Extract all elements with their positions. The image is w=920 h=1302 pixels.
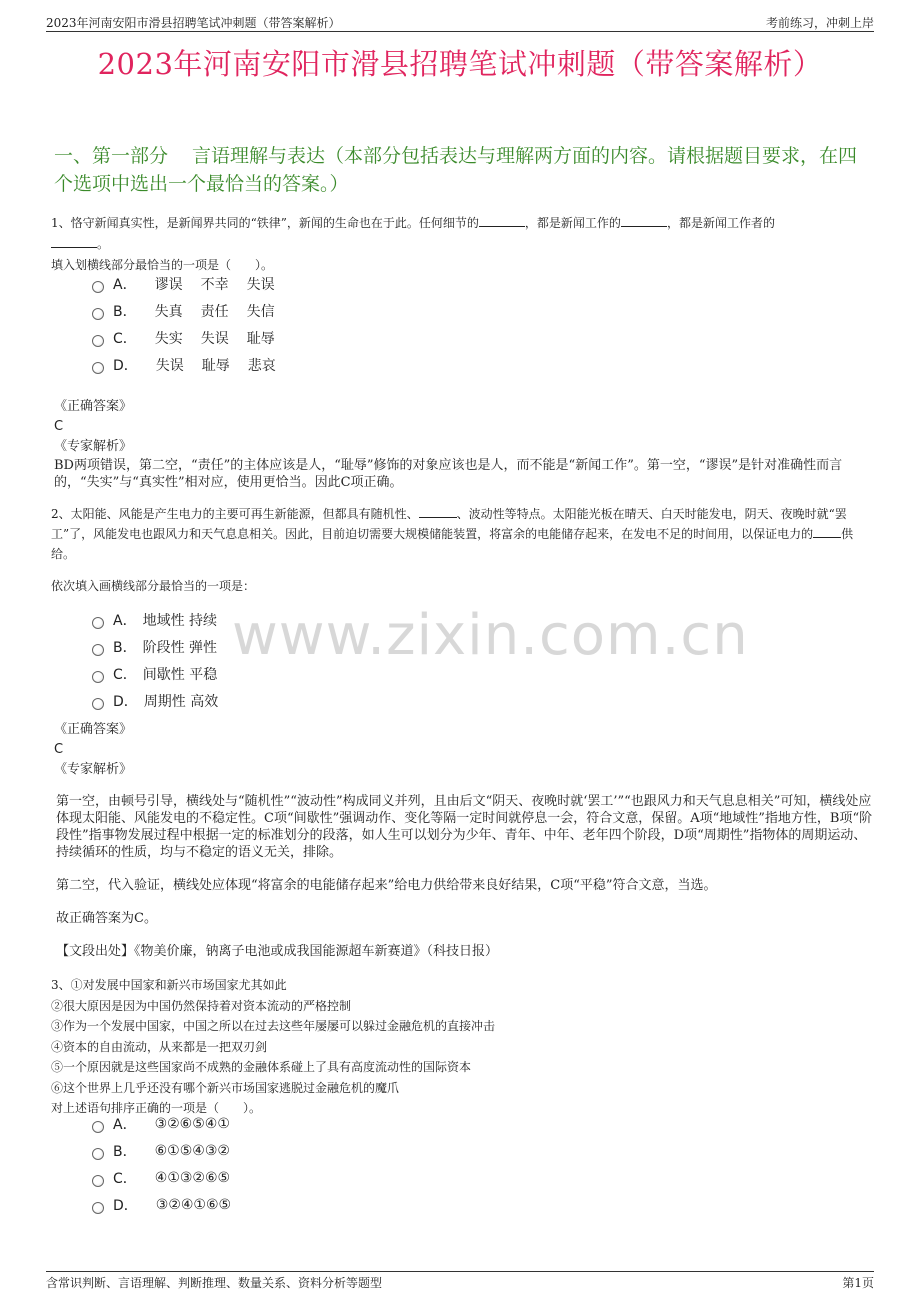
question-2-prompt: 依次填入画横线部分最恰当的一项是：: [51, 579, 256, 593]
radio-icon[interactable]: [92, 1175, 104, 1187]
q2-option-c[interactable]: [92, 663, 217, 685]
option-word: 间歇性 平稳: [142, 667, 218, 683]
q1-option-d[interactable]: [92, 354, 294, 376]
option-word: 周期性 高效: [143, 694, 219, 710]
question-3-prompt: 对上述语句排序正确的一项是（ ）。: [51, 1101, 262, 1115]
analysis-paragraph-3: 故正确答案为C。: [56, 911, 157, 926]
option-word: ⑥①⑤④③②: [154, 1143, 230, 1159]
option-word: 不幸: [200, 277, 229, 293]
question-1-prompt: 填入划横线部分最恰当的一项是（ ）。: [51, 258, 274, 272]
question-3-stem: [51, 975, 870, 1119]
q2-option-d[interactable]: [92, 690, 218, 712]
option-word: 失真: [154, 304, 183, 320]
watermark: www.zixin.com.cn: [232, 603, 749, 668]
option-word: ③②⑥⑤④①: [154, 1116, 230, 1132]
blank: [419, 504, 457, 518]
analysis-paragraph-2: 第二空，代入验证，横线处应体现“将富余的电能储存起来”给电力供给带来良好结果，C项“平稳”符合文意，当选。: [56, 878, 717, 893]
radio-icon[interactable]: [92, 698, 104, 710]
option-letter: A．: [113, 277, 137, 293]
analysis-label: 《专家解析》: [54, 439, 133, 454]
option-word: 阶段性 弹性: [142, 640, 218, 656]
q3-option-b[interactable]: [92, 1140, 230, 1162]
analysis-paragraph-1: 第一空，由顿号引导，横线处与“随机性”“波动性”构成同义并列，且由后文“阴天、夜晚时就‘罢工’”“也跟风力和天气息息相关”可知，横线处应体现太阳能、风能发电的不稳定性。C项“间歇性”强调动作、变化等隔一定时间就停息一会，符合文意，保留。A项“地域性”指地方性，B项“阶段性”指事物发展过程中根据一定的标准划分的段落，如人生可以划分为少年、青年、中年、老年四个阶段，D项“周期性”指物体的周期运动、持续循环的性质，均与不稳定的语义无关，排除。: [56, 794, 873, 860]
option-word: ③②④①⑥⑤: [155, 1197, 232, 1213]
page-title: 2023年河南安阳市滑县招聘笔试冲刺题（带答案解析）: [97, 47, 823, 81]
option-letter: B．: [113, 1144, 137, 1160]
sentence-line: ⑤一个原因就是这些国家尚不成熟的金融体系碰上了具有高度流动性的国际资本: [51, 1060, 472, 1074]
q1-option-c[interactable]: [92, 327, 293, 349]
option-word: 耻辱: [201, 358, 230, 374]
question-2-stem: [51, 504, 870, 564]
q3-option-a[interactable]: [92, 1113, 230, 1135]
option-word: 失误: [246, 277, 275, 293]
radio-icon[interactable]: [92, 1148, 104, 1160]
option-letter: D．: [113, 694, 138, 710]
option-letter: D．: [113, 358, 138, 374]
analysis-label: 《专家解析》: [54, 762, 133, 777]
header-title: 2023年河南安阳市滑县招聘笔试冲刺题（带答案解析）: [46, 16, 341, 30]
radio-icon[interactable]: [92, 281, 104, 293]
question-1-text-a: 1、恪守新闻真实性，是新闻界共同的“铁律”，新闻的生命也在于此。任何细节的: [51, 216, 479, 230]
answer-value: C: [54, 742, 64, 757]
q3-option-c[interactable]: [92, 1167, 230, 1189]
answer-value: C: [54, 419, 64, 434]
radio-icon[interactable]: [92, 644, 104, 656]
question-2-text-b: 、波动性等特点。太阳能光板在晴天、白天时能发电，阴天、夜晚时就“罢工”了，风能发电也跟风力和天气息息相关。因此，目前迫切需要大规模储能装置，将富余的电能储存起来，在发电不足的时间用，以保证电力的: [51, 507, 847, 541]
source-citation: 【文段出处】《物美价廉，钠离子电池或成我国能源超车新赛道》（科技日报）: [56, 944, 499, 959]
page-footer: [46, 1271, 874, 1291]
radio-icon[interactable]: [92, 617, 104, 629]
q2-option-b[interactable]: [92, 636, 217, 658]
section-part: 一、第一部分: [54, 145, 169, 167]
sentence-line: ④资本的自由流动，从来都是一把双刃剑: [51, 1039, 268, 1054]
option-letter: D．: [113, 1198, 138, 1214]
radio-icon[interactable]: [92, 335, 104, 347]
sentence-line: ②很大原因是因为中国仍然保持着对资本流动的严格控制: [51, 998, 352, 1013]
option-letter: A．: [113, 1117, 137, 1133]
option-letter: B．: [113, 304, 137, 320]
question-2-text-c: 供给。: [51, 527, 854, 561]
option-word: 失信: [246, 304, 275, 320]
option-letter: C．: [113, 667, 137, 683]
blank: [813, 524, 841, 538]
analysis-text: BD两项错误，第二空，“责任”的主体应该是人，“耻辱”修饰的对象应该也是人，而不能是“新闻工作”。第一空，“谬误”是针对准确性而言的，“失实”与“真实性”相对应，使用更恰当。因此C项正确。: [54, 458, 843, 490]
page-header: [46, 14, 874, 32]
question-1-text-b: ，都是新闻工作的: [524, 216, 621, 230]
q2-option-a[interactable]: [92, 609, 217, 631]
radio-icon[interactable]: [92, 1121, 104, 1133]
sentence-line: 3、①对发展中国家和新兴市场国家尤其如此: [51, 978, 287, 992]
option-word: ④①③②⑥⑤: [154, 1170, 231, 1186]
option-word: 耻辱: [246, 331, 275, 347]
blank: [621, 213, 667, 227]
q1-option-a[interactable]: [92, 273, 293, 295]
sentence-line: ③作为一个发展中国家，中国之所以在过去这些年屡屡可以躲过金融危机的直接冲击: [51, 1019, 496, 1033]
question-1-stem: [51, 213, 870, 276]
question-2-text-a: 2、太阳能、风能是产生电力的主要可再生新能源，但都具有随机性、: [51, 507, 419, 521]
radio-icon[interactable]: [92, 308, 104, 320]
footer-description: 含常识判断、言语理解、判断推理、数量关系、资料分析等题型: [46, 1276, 383, 1290]
blank: [51, 234, 97, 248]
answer-label: 《正确答案》: [54, 399, 133, 414]
question-1-text-d: 。: [97, 237, 110, 251]
question-2-answer: [54, 720, 870, 780]
page-number: 第1页: [842, 1276, 874, 1290]
option-word: 责任: [200, 304, 229, 320]
section-heading: [54, 142, 870, 198]
option-word: 谬误: [154, 277, 183, 293]
answer-label: 《正确答案》: [54, 722, 133, 737]
option-letter: C．: [113, 1171, 137, 1187]
radio-icon[interactable]: [92, 1202, 104, 1214]
option-word: 失实: [154, 331, 183, 347]
question-1-answer: [54, 397, 870, 491]
radio-icon[interactable]: [92, 671, 104, 683]
blank: [479, 213, 525, 227]
option-word: 地域性 持续: [142, 613, 218, 629]
sentence-line: ⑥这个世界上几乎还没有哪个新兴市场国家逃脱过金融危机的魔爪: [51, 1080, 400, 1095]
option-letter: C．: [113, 331, 137, 347]
option-word: 失误: [200, 331, 229, 347]
option-word: 失误: [155, 358, 184, 374]
q3-option-d[interactable]: [92, 1194, 231, 1216]
header-slogan: 考前练习，冲刺上岸: [765, 16, 874, 30]
option-letter: B．: [113, 640, 137, 656]
question-1-text-c: ，都是新闻工作者的: [666, 216, 775, 230]
section-description: 言语理解与表达（本部分包括表达与理解两方面的内容。请根据题目要求，在四个选项中选出一个最恰当的答案。）: [54, 145, 858, 195]
q1-option-b[interactable]: [92, 300, 293, 322]
radio-icon[interactable]: [92, 362, 104, 374]
option-letter: A．: [113, 613, 137, 629]
option-word: 悲哀: [247, 358, 276, 374]
